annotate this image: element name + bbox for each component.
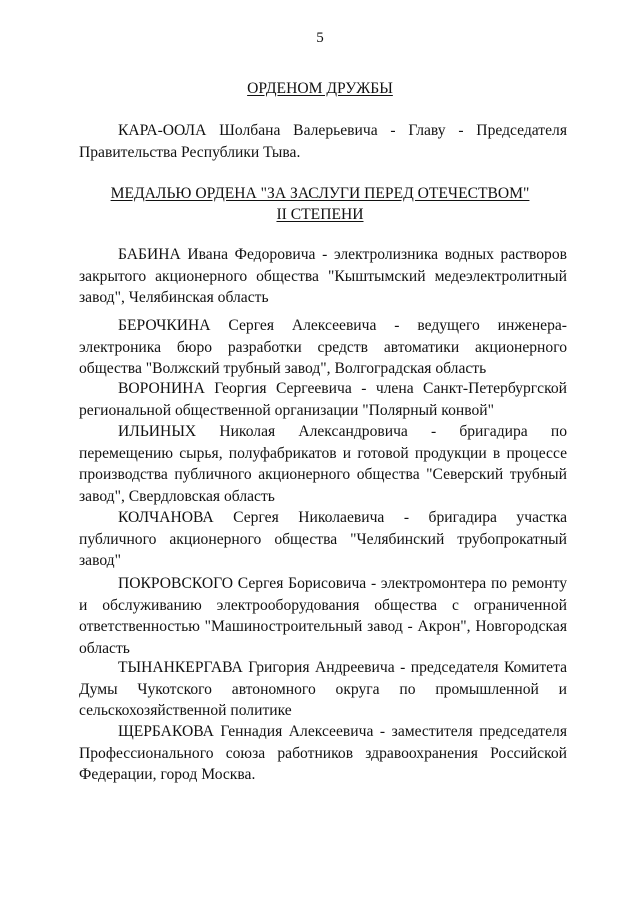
section-heading-line: ОРДЕНОМ ДРУЖБЫ <box>247 80 393 97</box>
award-entry: ВОРОНИНА Георгия Сергеевича - члена Санкт-Петербургской региональной общественной организации "Полярный конвой" <box>79 380 567 419</box>
section-heading-order-of-friendship <box>0 78 640 99</box>
award-entry: ПОКРОВСКОГО Сергея Борисовича - электромонтера по ремонту и обслуживанию электрооборудования общества с ограниченной ответственностью "Машиностроительный завод - Акрон", Новгородская область <box>79 575 567 657</box>
page-number: 5 <box>316 30 324 46</box>
award-entry: КАРА-ООЛА Шолбана Валерьевича - Главу - Председателя Правительства Республики Тыва. <box>79 122 567 161</box>
award-entry: БЕРОЧКИНА Сергея Алексеевича - ведущего инженера-электроника бюро разработки средств автоматики акционерного общества "Волжский трубный завод", Волгоградская область <box>79 317 567 377</box>
section-heading-line-2: II СТЕПЕНИ <box>276 206 364 223</box>
award-entry: КОЛЧАНОВА Сергея Николаевича - бригадира участка публичного акционерного общества "Челябинский трубопрокатный завод" <box>79 509 567 569</box>
award-entry: ТЫНАНКЕРГАВА Григория Андреевича - председателя Комитета Думы Чукотского автономного округа по промышленной и сельскохозяйственной политике <box>79 659 567 719</box>
award-entry: БАБИНА Ивана Федоровича - электролизника водных растворов закрытого акционерного общества "Кыштымский медеэлектролитный завод", Челябинская область <box>79 246 567 306</box>
section-heading-line: МЕДАЛЬЮ ОРДЕНА "ЗА ЗАСЛУГИ ПЕРЕД ОТЕЧЕСТВОМ" <box>110 185 530 202</box>
section-heading-medal-order-merit <box>0 183 640 225</box>
award-entry: ЩЕРБАКОВА Геннадия Алексеевича - заместителя председателя Профессионального союза работников здравоохранения Российской Федерации, город Москва. <box>79 723 567 783</box>
award-entry: ИЛЬИНЫХ Николая Александровича - бригадира по перемещению сырья, полуфабрикатов и готовой продукции в процессе производства публичного акционерного общества "Северский трубный завод", Свердловская область <box>79 423 567 505</box>
